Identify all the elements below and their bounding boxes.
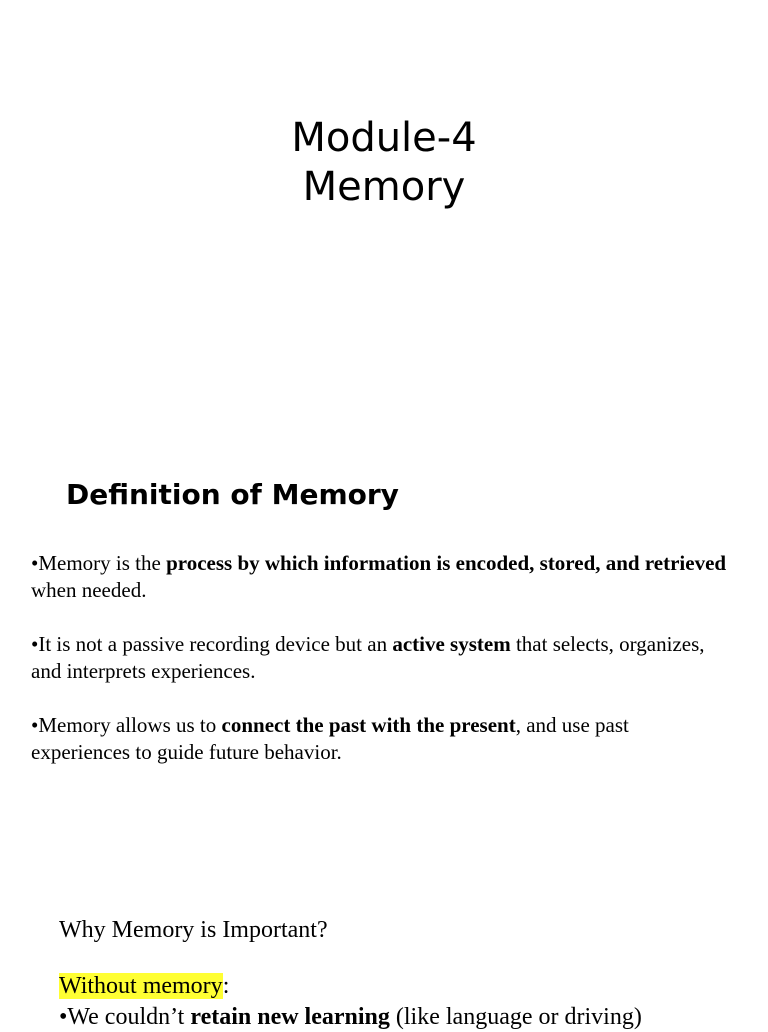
point-text: •We couldn’t bbox=[59, 1004, 191, 1030]
point-emphasis: connect the past with the present bbox=[221, 713, 516, 737]
definition-point bbox=[31, 550, 731, 604]
point-text: •It is not a passive recording device but an bbox=[31, 632, 393, 656]
definition-heading: Definition of Memory bbox=[66, 478, 399, 511]
highlighted-text: Without memory bbox=[59, 973, 223, 999]
point-emphasis: process by which information is encoded, stored, and retrieved bbox=[166, 551, 727, 575]
definition-point bbox=[31, 712, 731, 766]
slide-title bbox=[0, 114, 768, 212]
point-text: •Memory allows us to bbox=[31, 713, 222, 737]
colon: : bbox=[222, 973, 230, 999]
point-emphasis: retain new learning bbox=[190, 1004, 390, 1030]
point-text: •Memory is the bbox=[31, 551, 167, 575]
title-line-topic: Memory bbox=[302, 164, 466, 210]
point-text: (like language or driving) bbox=[389, 1004, 642, 1030]
title-line-module: Module-4 bbox=[291, 115, 477, 161]
point-text: that selects, organizes, and interprets experiences. bbox=[31, 632, 705, 683]
importance-point bbox=[59, 1002, 642, 1032]
definition-point bbox=[31, 631, 731, 685]
without-memory-label bbox=[59, 971, 229, 1001]
point-emphasis: active system bbox=[392, 632, 511, 656]
importance-heading: Why Memory is Important? bbox=[59, 917, 328, 943]
point-text: , and use past experiences to guide future behavior. bbox=[31, 713, 629, 764]
point-text: when needed. bbox=[31, 578, 147, 602]
